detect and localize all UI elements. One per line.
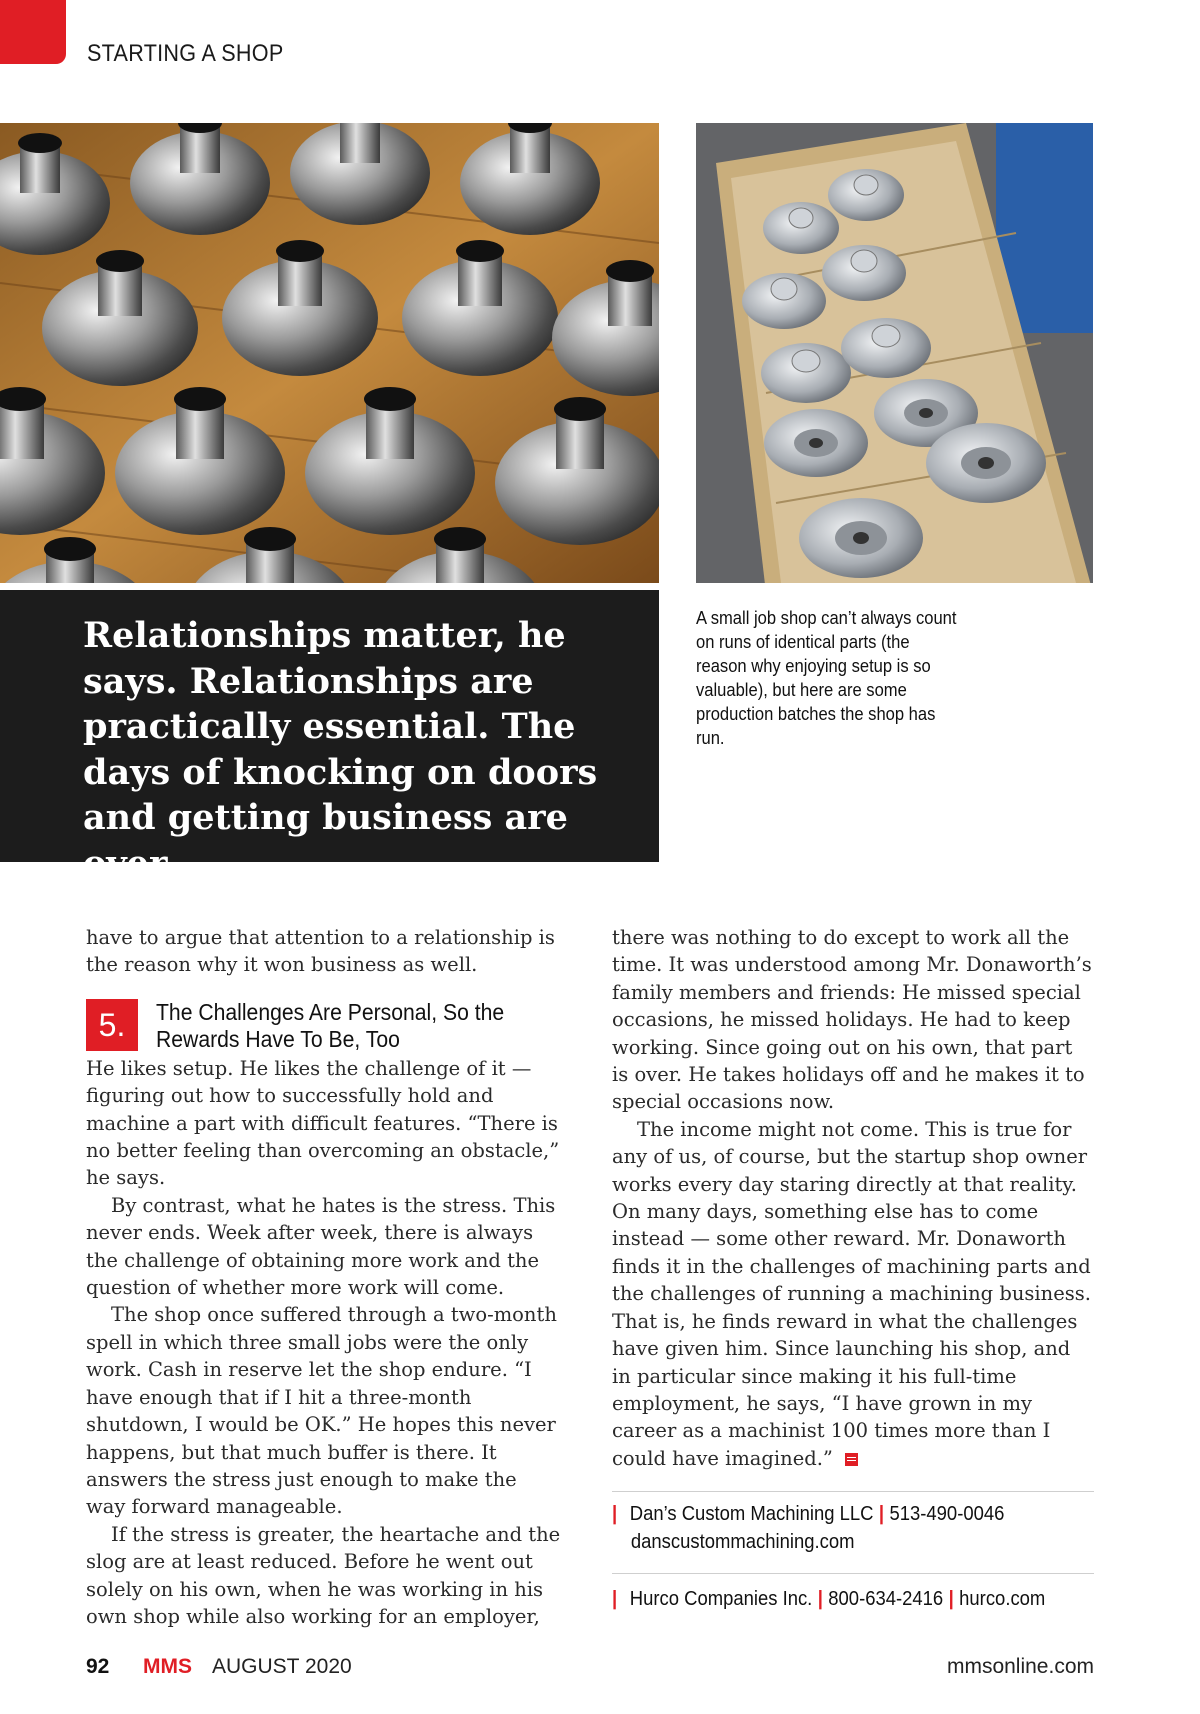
- divider: [612, 1573, 1094, 1574]
- body-paragraph: there was nothing to do except to work all the time. It was understood among Mr. Donaworth’s family members and friends: He missed special occasions, he missed holidays. He had to keep working. Since going out on his own, that part is over. He takes holidays off and he makes it to special occasions now.: [612, 926, 1092, 1114]
- section-tab: [0, 0, 66, 64]
- divider: [612, 1491, 1094, 1492]
- body-paragraph: If the stress is greater, the heartache and the slog are at least reduced. Before he went out solely on his own, when he was working in his own shop while also working for an employer,: [86, 1522, 561, 1628]
- section-title: The Challenges Are Personal, So the Rewards Have To Be, Too: [156, 998, 505, 1053]
- separator-bar: |: [948, 1587, 954, 1610]
- intro-paragraph: have to argue that attention to a relationship is the reason why it won business as well.: [86, 926, 555, 977]
- section-number-badge: 5.: [86, 999, 138, 1051]
- body-paragraph: By contrast, what he hates is the stress. This never ends. Week after week, there is always the challenge of obtaining more work and the question of whether more work will come.: [86, 1193, 556, 1300]
- company-website[interactable]: danscustommachining.com: [630, 1530, 855, 1553]
- company-website[interactable]: hurco.com: [959, 1587, 1046, 1610]
- company-name: Dan’s Custom Machining LLC: [629, 1502, 874, 1525]
- company-phone: 800-634-2416: [828, 1587, 944, 1610]
- separator-bar: |: [817, 1587, 823, 1610]
- photo-caption: A small job shop can’t always count on runs of identical parts (the reason why enjoying setup is so valuable), but here are some production batches the shop has run.: [696, 608, 957, 748]
- body-paragraph: He likes setup. He likes the challenge of it — figuring out how to successfully hold and machine a part with difficult features. “There is no better feeling than overcoming an obstacle,” he says.: [86, 1056, 560, 1190]
- page-number: 92: [86, 1655, 110, 1678]
- parts-crate-photo: [696, 123, 1093, 583]
- contact-hurco: [612, 1585, 1102, 1613]
- company-name: Hurco Companies Inc.: [629, 1587, 813, 1610]
- bullet-bar: |: [612, 1502, 618, 1525]
- pull-quote: Relationships matter, he says. Relationships are practically essential. The days of knocking on doors and getting business are over.: [83, 615, 598, 884]
- magazine-name: MMS: [143, 1655, 192, 1678]
- separator-bar: |: [878, 1502, 885, 1525]
- closing-paragraph-text: The income might not come. This is true for any of us, of course, but the startup shop owner works every day staring directly at that reality. On many days, something else has to come instead — some other reward. Mr. Donaworth finds it in the challenges of machining parts and the challenges of running a machining business. That is, he finds reward in what the challenges have given him. Since launching his shop, and in particular since making it his full-time employment, he says, “I have grown in my career as a machinist 100 times more than I could have imagined.”: [612, 1117, 1091, 1470]
- contact-dans-custom: [612, 1500, 1102, 1556]
- left-column: [86, 924, 561, 1630]
- machined-parts-photo: [0, 123, 659, 583]
- company-phone: 513-490-0046: [889, 1502, 1005, 1525]
- body-paragraph: [612, 1116, 1094, 1472]
- body-paragraph: The shop once suffered through a two-month spell in which three small jobs were the only work. Cash in reserve let the shop endure. “I have enough that if I hit a three-month shutdown, I would be OK.” He hopes this never happens, but that much buffer is there. It answers the stress just enough to make the way forward manageable.: [86, 1303, 557, 1519]
- section-heading: [86, 997, 561, 1055]
- section-label: STARTING A SHOP: [87, 40, 284, 67]
- footer-website[interactable]: mmsonline.com: [946, 1655, 1094, 1678]
- bullet-bar: |: [612, 1587, 618, 1610]
- right-column: [612, 924, 1094, 1472]
- issue-date: AUGUST 2020: [212, 1655, 352, 1678]
- end-of-article-icon: [845, 1453, 858, 1466]
